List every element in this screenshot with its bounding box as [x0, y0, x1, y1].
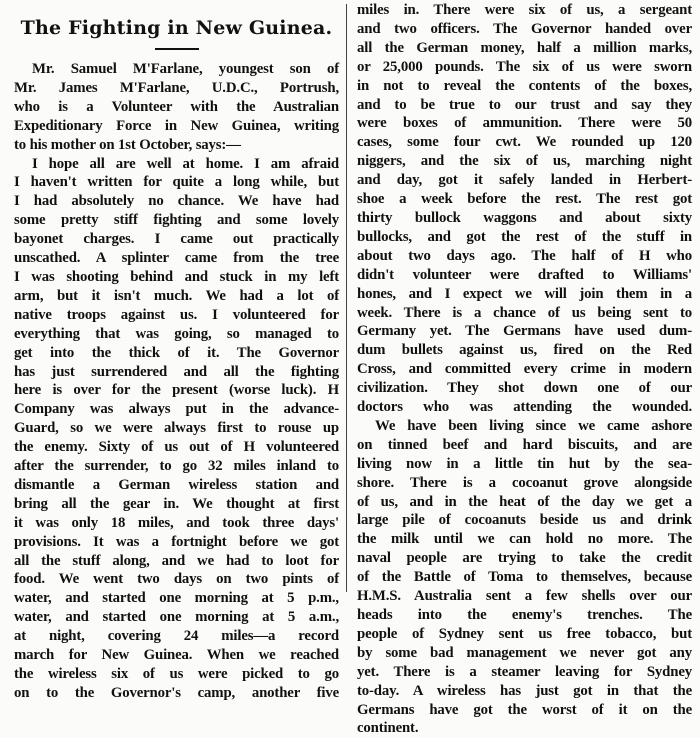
text-line: it was only 18 miles, and took three days' [14, 514, 339, 531]
text-line: niggers, and the six of us, marching night [357, 153, 692, 170]
text-line: We have been living since we came ashore [375, 417, 692, 434]
text-line: Expeditionary Force in New Guinea, writing [14, 117, 339, 134]
text-line: all the German money, half a million marks, [357, 39, 692, 56]
text-line: continent. [357, 720, 419, 737]
text-line: bring all the gear in. We thought at first [14, 495, 339, 512]
text-line: by some bad management we never got any [357, 644, 692, 661]
text-line: Cross, and committed every crime in modern [357, 361, 692, 378]
column-divider [346, 4, 347, 592]
text-line: dismantle a German wireless station and [14, 476, 339, 493]
text-line: Company was always put in the advance- [14, 401, 339, 418]
text-line: and two officers. The Governor handed over [357, 20, 692, 37]
article-column-left [0, 0, 344, 701]
headline-rule [155, 48, 199, 50]
text-line: living now in a little tin hut by the sea- [357, 455, 692, 472]
text-line: here is over for the present (worse luck). H [14, 382, 339, 399]
text-line: I hope all are well at home. I am afraid [32, 155, 339, 172]
text-line: Germany yet. The Germans have used dum- [357, 323, 692, 340]
text-line: has just surrendered and all the fighting [14, 363, 339, 380]
text-line: large pile of cocoanuts beside us and drink [357, 512, 692, 529]
article-headline: The Fighting in New Guinea. [20, 17, 333, 39]
text-line: of the Battle of Toma to themselves, because [357, 569, 692, 586]
text-line: all the stuff along, and we had to loot for [14, 552, 339, 569]
text-line: water, and started one morning at 5 a.m., [14, 609, 339, 626]
text-line: who is a Volunteer with the Australian [14, 98, 339, 115]
left-column-text [14, 60, 339, 703]
text-line: doctors who was attending the wounded. [357, 399, 692, 416]
text-line: some pretty stiff fighting and some lovely [14, 212, 339, 229]
text-line: the milk until we can hold no more. The [357, 531, 692, 548]
text-line: cases, some four cwt. We rounded up 120 [357, 134, 692, 151]
text-line: or 25,000 pounds. The six of us were sworn [357, 58, 692, 75]
text-line: Guard, so we were always first to rouse up [14, 420, 339, 437]
text-line: people of Sydney sent us free tobacco, but [357, 625, 692, 642]
text-line: didn't volunteer were drafted to Williams' [357, 266, 692, 283]
text-line: were boxes of ammunition. There were 50 [357, 115, 692, 132]
text-line: Mr. James M'Farlane, U.D.C., Portrush, [14, 79, 339, 96]
text-line: civilization. They shot down one of our [357, 380, 692, 397]
text-line: of us, and in the heat of the day we get a [357, 493, 692, 510]
text-line: heads into the enemy's trenches. The [357, 607, 692, 623]
text-line: the enemy. Sixty of us out of H volunteered [14, 439, 339, 456]
text-line: and to be true to our trust and say they [357, 96, 692, 113]
text-line: miles in. There were six of us, a sergeant [357, 2, 692, 18]
text-line: after the surrender, to go 32 miles inland to [14, 458, 339, 475]
text-line: shore. There is a cocoanut grove alongside [357, 474, 692, 491]
text-line: march for New Guinea. When we reached [14, 647, 339, 664]
text-line: food. We went two days on two pints of [14, 571, 339, 588]
text-line: provisions. It was a fortnight before we got [14, 533, 339, 550]
text-line: H.M.S. Australia sent a few shells over our [357, 588, 692, 605]
text-line: hones, and I expect we will join them in a [357, 285, 692, 302]
text-line: I was shooting behind and stuck in my left [14, 268, 339, 285]
text-line: Mr. Samuel M'Farlane, youngest son of [32, 61, 339, 77]
text-line: arm, but it isn't much. We had a lot of [14, 287, 339, 304]
text-line: in not to reveal the contents of the boxes, [357, 77, 692, 94]
text-line: shoe a week before the rest. The rest got [357, 191, 692, 208]
text-line: get into the thick of it. The Governor [14, 344, 339, 361]
text-line: thirty bullock waggons and about sixty [357, 209, 692, 226]
text-line: the wireless six of us were picked to go [14, 666, 339, 682]
right-column-text [357, 1, 692, 738]
text-line: about two days ago. The half of H who [357, 247, 692, 264]
text-line: everything that was going, so managed to [14, 325, 339, 342]
text-line: and day, got it safely landed in Herbert- [357, 172, 692, 189]
text-line: water, and started one morning at 5 p.m., [14, 590, 339, 607]
text-line: bayonet charges. I came out practically [14, 231, 339, 248]
text-line: native troops against us. I volunteered for [14, 306, 339, 323]
text-line: week. There is a chance of us being sent to [357, 304, 692, 321]
text-line: yet. There is a steamer leaving for Sydney [357, 663, 692, 680]
text-line: Germans have got the worst of it on the [357, 701, 692, 718]
text-line: to-day. A wireless has just got in that the [357, 682, 692, 699]
article-column-right [351, 0, 700, 737]
text-line: unscathed. A splinter came from the tree [14, 250, 339, 267]
text-line: bullocks, and got the rest of the stuff in [357, 228, 692, 245]
text-line: on tinned beef and hard biscuits, and are [357, 436, 692, 453]
text-line: I haven't written for quite a long while, but [14, 174, 339, 191]
text-line: naval people are trying to take the credit [357, 550, 692, 567]
text-line: to his mother on 1st October, says:— [14, 136, 241, 153]
text-line: on to the Governor's camp, another five [14, 684, 339, 701]
text-line: dum bullets against us, fired on the Red [357, 342, 692, 359]
text-line: at night, covering 24 miles—a record [14, 628, 339, 645]
text-line: I had absolutely no chance. We have had [14, 193, 339, 210]
